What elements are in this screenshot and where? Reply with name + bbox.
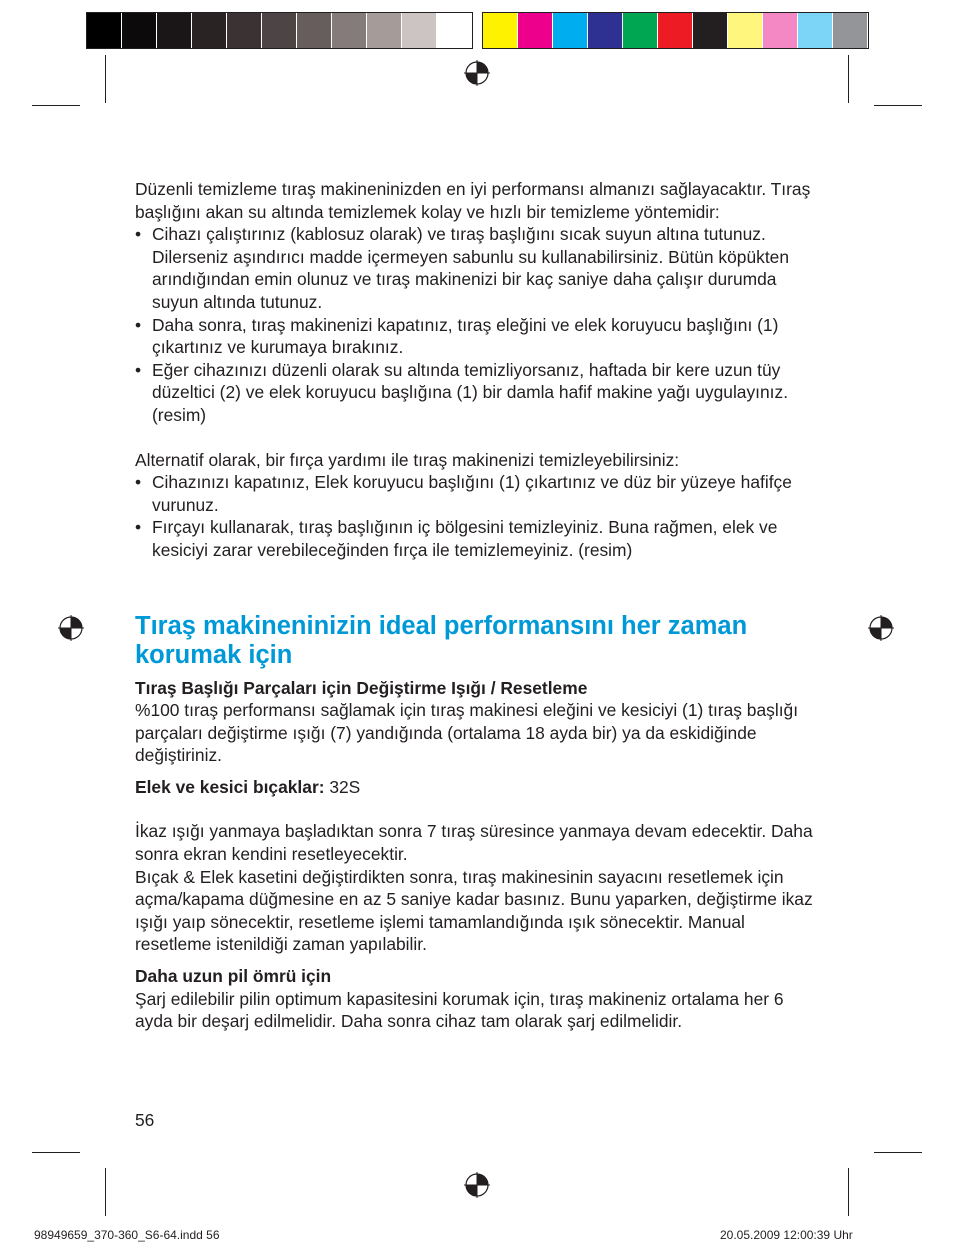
- list-item: • Fırçayı kullanarak, tıraş başlığının iç bölgesini temizleyiniz. Buna rağmen, elek ve kesiciyi zarar verebileceğinden fırça ile temizlemeyiniz. (resim): [135, 516, 815, 561]
- registration-mark-icon: [464, 60, 490, 86]
- page-number: 56: [135, 1110, 155, 1130]
- color-swatch: [518, 13, 553, 48]
- color-swatch: [157, 13, 192, 48]
- process-color-bar: [482, 12, 869, 49]
- subheading-replacement-light: Tıraş Başlığı Parçaları için Değiştirme Işığı / Resetleme: [135, 677, 588, 698]
- subheading-battery: Daha uzun pil ömrü için: [135, 966, 332, 987]
- color-swatch: [332, 13, 367, 48]
- color-swatch: [798, 13, 833, 48]
- color-swatch: [553, 13, 588, 48]
- battery-paragraph: Şarj edilebilir pilin optimum kapasitesini korumak için, tıraş makineniz ortalama her 6 ayda bir deşarj edilmelidir. Daha sonra cihaz tam olarak şarj edilmelidir.: [135, 988, 784, 1032]
- color-swatch: [658, 13, 693, 48]
- crop-mark: [848, 1168, 849, 1216]
- color-swatch: [87, 13, 122, 48]
- footer-timestamp: 20.05.2009 12:00:39 Uhr: [720, 1228, 853, 1242]
- color-swatch: [367, 13, 402, 48]
- color-swatch: [763, 13, 798, 48]
- color-swatch: [227, 13, 262, 48]
- parts-label: Elek ve kesici bıçaklar:: [135, 776, 325, 797]
- list-item: • Cihazınızı kapatınız, Elek koruyucu başlığını (1) çıkartınız ve düz bir yüzeye hafifçe vurunuz.: [135, 471, 815, 516]
- color-swatch: [693, 13, 728, 48]
- page-content: [135, 178, 815, 1033]
- crop-mark: [848, 55, 849, 103]
- color-swatch: [122, 13, 157, 48]
- registration-mark-icon: [464, 1172, 490, 1198]
- color-swatch: [262, 13, 297, 48]
- alternative-bullet-list: [135, 471, 815, 561]
- list-item: • Eğer cihazınızı düzenli olarak su altında temizliyorsanız, haftada bir kere uzun tüy düzeltici (2) ve elek koruyucu başlığına (1) bir damla hafif makine yağı uygulayınız. (resim): [135, 359, 815, 427]
- registration-mark-icon: [868, 615, 894, 641]
- crop-mark: [105, 1168, 106, 1216]
- parts-line: [135, 776, 815, 799]
- crop-mark: [874, 105, 922, 106]
- replacement-paragraph: %100 tıraş performansı sağlamak için tıraş makinesi eleğini ve kesiciyi (1) tıraş başlığı parçaları değiştirme ışığı (7) yandığında (ortalama 18 ayda bir) ya da eskidiğinde değiştiriniz.: [135, 700, 799, 766]
- color-swatch: [728, 13, 763, 48]
- color-swatch: [437, 13, 472, 48]
- color-swatch: [833, 13, 868, 48]
- color-swatch: [192, 13, 227, 48]
- warning-light-paragraph: İkaz ışığı yanmaya başladıktan sonra 7 tıraş süresince yanmaya devam edecektir. Daha sonra ekran kendini resetleyecektir.: [135, 821, 813, 865]
- section-heading: Tıraş makineninizin ideal performansını her zaman korumak için: [135, 611, 748, 669]
- alternative-paragraph: Alternatif olarak, bir fırça yardımı ile tıraş makinenizi temizleyebilirsiniz:: [135, 449, 680, 470]
- color-swatch: [588, 13, 623, 48]
- list-item: • Cihazı çalıştırınız (kablosuz olarak) ve tıraş başlığını sıcak suyun altına tutunuz. Dilerseniz aşındırıcı madde içermeyen sabunlu su kullanabilirsiniz. Bütün köpükten arındığından emin olunuz ve tıraş makinenizi bir kaç saniye daha çalışır durumda suyun altında tutunuz.: [135, 223, 815, 313]
- color-swatch: [623, 13, 658, 48]
- intro-paragraph: Düzenli temizleme tıraş makineninizden en iyi performansı almanızı sağlayacaktır. Tıraş başlığını akan su altında temizlemek kolay ve hızlı bir temizleme yöntemidir:: [135, 179, 811, 222]
- registration-mark-icon: [58, 615, 84, 641]
- crop-mark: [874, 1152, 922, 1153]
- reset-paragraph: Bıçak & Elek kasetini değiştirdikten sonra, tıraş makinesinin sayacını resetlemek için açma/kapama düğmesine en az 5 saniye kadar basınız. Bunu yaparken, değiştirme ikaz ışığı yaıp sönecektir, resetleme işlemi tamamlandığında ışık sönecektir. Manual resetleme istenildiği zaman yapılabilir.: [135, 866, 813, 955]
- list-item: • Daha sonra, tıraş makinenizi kapatınız, tıraş eleğini ve elek koruyucu başlığını (1) çıkartınız ve kurumaya bırakınız.: [135, 314, 815, 359]
- intro-bullet-list: [135, 223, 815, 426]
- footer-file-info: 98949659_370-360_S6-64.indd 56: [34, 1228, 220, 1242]
- crop-mark: [32, 1152, 80, 1153]
- color-swatch: [483, 13, 518, 48]
- crop-mark: [32, 105, 80, 106]
- parts-value: 32S: [324, 776, 361, 797]
- color-swatch: [402, 13, 437, 48]
- grayscale-color-bar: [86, 12, 473, 49]
- color-swatch: [297, 13, 332, 48]
- crop-mark: [105, 55, 106, 103]
